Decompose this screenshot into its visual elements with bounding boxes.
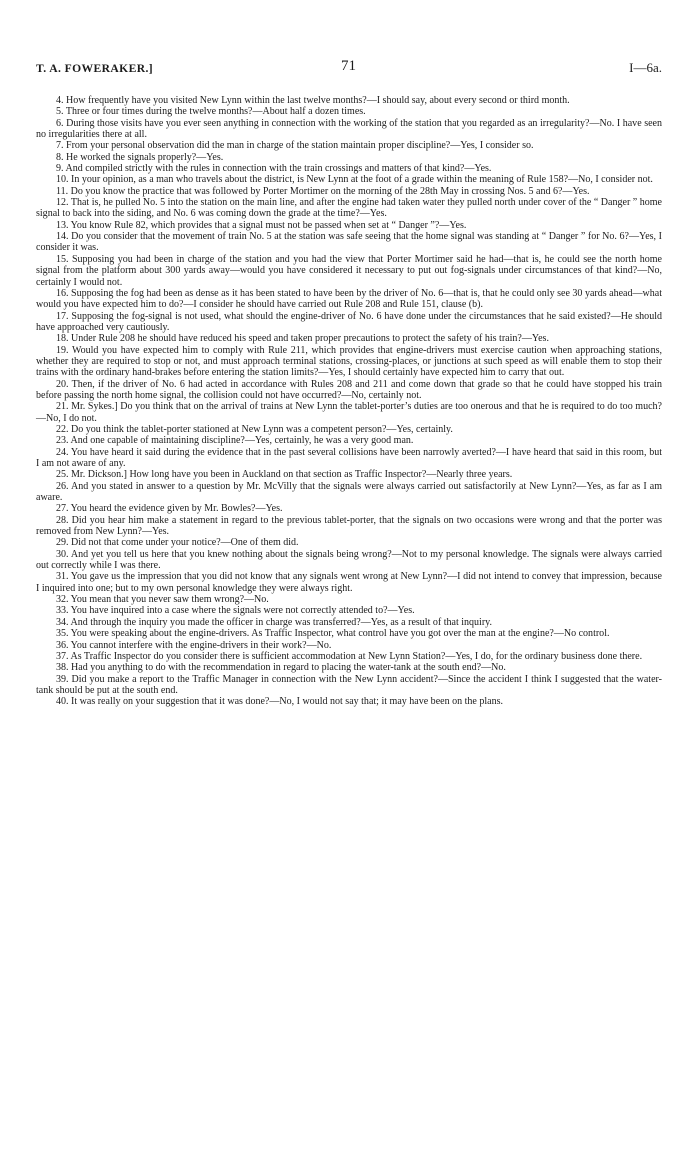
paragraph: 9. And compiled strictly with the rules in connection with the train crossings and matters of that kind?—Yes. xyxy=(56,163,492,175)
paragraph: 36. You cannot interfere with the engine-drivers in their work?—No. xyxy=(56,639,332,651)
paragraph: 14. Do you consider that the movement of train No. 5 at the station was safe seeing that the home signal was standing at “ Danger ” for No. 6?—Yes, I consider it was. xyxy=(36,231,662,254)
paragraph: 6. During those visits have you ever seen anything in connection with the working of the station that you regarded as an irregularity?—No. I have seen no irregularities there at all. xyxy=(36,117,662,141)
paragraph: 34. And through the inquiry you made the officer in charge was transferred?—Yes, as a result of that inquiry. xyxy=(56,616,493,628)
paragraph: 10. In your opinion, as a man who travels about the district, is New Lynn at the foot of a grade within the meaning of Rule 158?—No, I consider not. xyxy=(56,174,653,186)
paragraph: 18. Under Rule 208 he should have reduced his speed and taken proper precautions to protect the safety of his train?—Yes. xyxy=(56,333,549,345)
paragraph: 7. From your personal observation did the man in charge of the station maintain proper discipline?—Yes, I consider so. xyxy=(56,140,534,152)
paragraph: 37. As Traffic Inspector do you consider there is sufficient accommodation at New Lynn Station?—Yes, I do, for the ordinary business done there. xyxy=(56,650,643,662)
paragraph: 25. Mr. Dickson.] How long have you been in Auckland on that section as Traffic Inspector?—Nearly three years. xyxy=(56,469,513,481)
paragraph: 26. And you stated in answer to a question by Mr. McVilly that the signals were always carried out satisfactorily at New Lynn?—Yes, as far as I am aware. xyxy=(36,480,662,504)
paragraph: 40. It was really on your suggestion that it was done?—No, I would not say that; it may have been on the plans. xyxy=(56,696,503,708)
paragraph: 32. You mean that you never saw them wrong?—No. xyxy=(56,594,269,606)
evidence-text xyxy=(36,95,662,708)
paragraph: 24. You have heard it said during the evidence that in the past several collisions have been narrowly averted?—I have heard that said in this room, but I am not aware of any. xyxy=(36,446,662,469)
page-header xyxy=(36,58,662,78)
paragraph: 29. Did not that come under your notice?—One of them did. xyxy=(56,537,299,549)
paragraph: 39. Did you make a report to the Traffic Manager in connection with the New Lynn accident?—Since the accident I think I suggested that the water-tank should be put at the south end. xyxy=(36,673,662,696)
paragraph: 31. You gave us the impression that you did not know that any signals went wrong at New Lynn?—I did not intend to convey that impression, because I inquired into one; but to my own personal knowledge they were always right. xyxy=(36,571,662,594)
paragraph: 20. Then, if the driver of No. 6 had acted in accordance with Rules 208 and 211 and come down that grade so that he could have stopped his train before passing the north home signal, the collision could not have occurred?—No, certainly not. xyxy=(36,378,662,401)
paragraph: 5. Three or four times during the twelve months?—About half a dozen times. xyxy=(56,106,366,118)
paragraph: 38. Had you anything to do with the recommendation in regard to placing the water-tank at the south end?—No. xyxy=(56,662,506,674)
paragraph: 27. You heard the evidence given by Mr. Bowles?—Yes. xyxy=(56,503,283,515)
paragraph: 13. You know Rule 82, which provides that a signal must not be passed when set at “ Danger ”?—Yes. xyxy=(56,219,467,231)
paragraph: 23. And one capable of maintaining discipline?—Yes, certainly, he was a very good man. xyxy=(56,435,414,447)
witness-name: T. A. FOWERAKER.] xyxy=(36,62,154,75)
page-number: 71 xyxy=(341,58,356,74)
paragraph: 28. Did you hear him make a statement in regard to the previous tablet-porter, that the signals on two occasions were wrong and that the porter was removed from New Lynn?—Yes. xyxy=(36,514,662,538)
paragraph: 30. And yet you tell us here that you knew nothing about the signals being wrong?—Not to my personal knowledge. The signals were always carried out correctly while I was there. xyxy=(36,548,662,572)
paragraph: 17. Supposing the fog-signal is not used, what should the engine-driver of No. 6 have done under the circumstances that he said existed?—He should have approached very cautiously. xyxy=(36,310,662,333)
paragraph: 8. He worked the signals properly?—Yes. xyxy=(56,151,224,163)
paragraph: 16. Supposing the fog had been as dense as it has been stated to have been by the driver of No. 6—that is, that he could only see 30 yards ahead—what would you have expected him to do?—I consider he should have carried out Rule 208 and Rule 151, clause (b). xyxy=(36,287,662,311)
paragraph: 22. Do you think the tablet-porter stationed at New Lynn was a competent person?—Yes, certainly. xyxy=(56,423,453,435)
paragraph: 4. How frequently have you visited New Lynn within the last twelve months?—I should say, about every second or third month. xyxy=(56,95,570,106)
paragraph: 33. You have inquired into a case where the signals were not correctly attended to?—Yes. xyxy=(56,605,415,617)
paragraph: 19. Would you have expected him to comply with Rule 211, which provides that engine-drivers must exercise caution when approaching stations, whether they are required to stop or not, and must approach terminal stations, crossing-places, or junctions at such speed as will enable them to stop their trains with the ordinary hand-brakes before entering the station limits?—Yes, I should certainly have expected him to carry that out. xyxy=(36,344,662,379)
paragraph: 35. You were speaking about the engine-drivers. As Traffic Inspector, what control have you got over the man at the engine?—No control. xyxy=(56,628,610,640)
paragraph: 15. Supposing you had been in charge of the station and you had the view that Porter Mortimer said he had—that is, he could see the north home signal from the platform about 300 yards away—would you have considered it necessary to put out fog-signals under circumstances of that kind?—No, certainly I would not. xyxy=(36,253,662,288)
paragraph: 12. That is, he pulled No. 5 into the station on the main line, and after the engine had taken water they pulled north under cover of the “ Danger ” home signal to back into the siding, and No. 6 was coming down the grade at the time?—Yes. xyxy=(36,197,662,220)
document-reference: I—6a. xyxy=(629,60,662,75)
paragraph: 21. Mr. Sykes.] Do you think that on the arrival of trains at New Lynn the tablet-porter’s duties are too onerous and that he is required to do too much?—No, I do not. xyxy=(36,401,662,424)
paragraph: 11. Do you know the practice that was followed by Porter Mortimer on the morning of the 28th May in crossing Nos. 5 and 6?—Yes. xyxy=(56,185,590,197)
